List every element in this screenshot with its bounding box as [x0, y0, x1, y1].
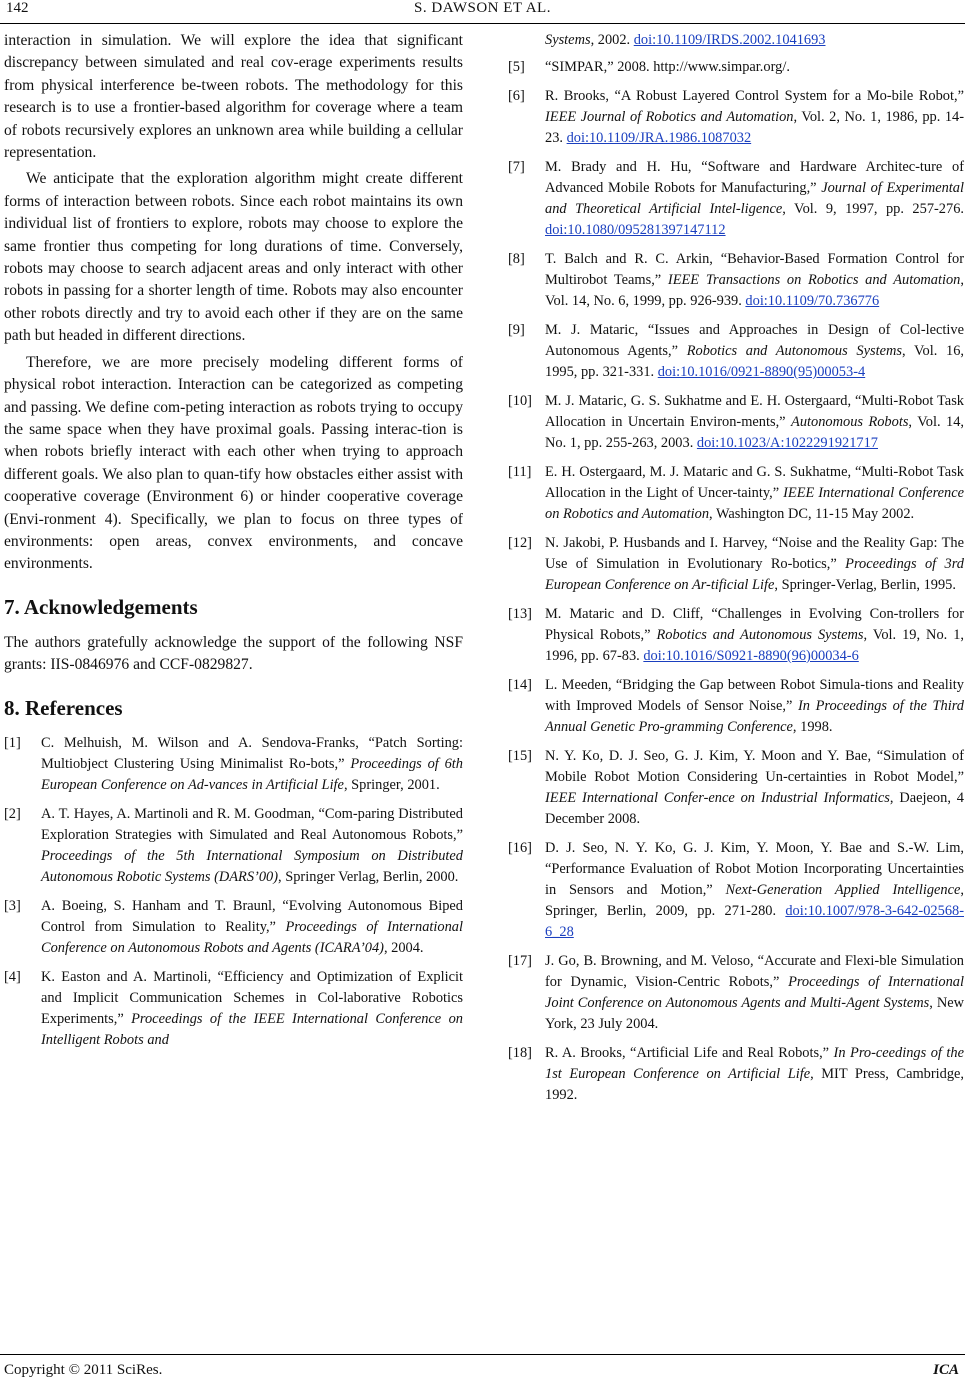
reference-number: [16]: [508, 840, 532, 856]
reference-number: [3]: [4, 897, 21, 914]
reference-number: [8]: [508, 251, 525, 267]
reference-text: T. Balch and R. C. Arkin, “Behavior-Based Formation Control for Multirobot Teams,”: [545, 251, 964, 288]
reference-venue: Proceedings of 3rd European Conference on Ar-tificial Life: [545, 556, 964, 593]
doi-link[interactable]: doi:10.1109/IRDS.2002.1041693: [633, 32, 826, 48]
reference-number: [12]: [508, 535, 532, 551]
reference-number: [18]: [508, 1045, 532, 1061]
reference-number: [6]: [508, 88, 525, 104]
acknowledgements-heading: 7. Acknowledgements: [4, 594, 198, 619]
reference-item: [4, 967, 463, 1051]
reference-text: J. Go, B. Browning, and M. Veloso, “Accurate and Flexi-ble Simulation for Dynamic, Vision-Centric Robots,”: [545, 953, 964, 990]
reference-number: [11]: [508, 464, 532, 480]
reference-venue: Proceedings of International Joint Conference on Autonomous Agents and Multi-Agent Systems: [545, 974, 964, 1011]
reference-item: [508, 838, 964, 943]
reference-item: [508, 157, 964, 241]
reference-item: [508, 249, 964, 312]
reference-details: , Vol. 2, No. 1, 1986, pp. 14-23.: [545, 109, 964, 146]
reference-venue: IEEE Journal of Robotics and Automation: [545, 109, 794, 125]
reference-venue: Robotics and Autonomous Systems: [686, 343, 902, 359]
reference-item: [508, 533, 964, 596]
body-paragraph: interaction in simulation. We will explore the idea that significant discrepancy between simulated and real cov-erage experiments results from physical interference be-tween robots. The methodology for this research is to use a frontier-based algorithm for coverage where a team of robots recursively explores an unknown area while building a cellular representation.: [4, 32, 463, 162]
reference-details: , Daejeon, 4 December 2008.: [545, 790, 964, 827]
reference-text: D. J. Seo, N. Y. Ko, G. J. Kim, Y. Moon, Y. Bae and S.-W. Lim, “Performance Evaluation of Robot Motion Incorporating Uncertainties in Sensors and Motion,”: [545, 840, 964, 898]
reference-item: [4, 804, 463, 888]
reference-details: , Vol. 16, 1995, pp. 321-331.: [545, 343, 964, 380]
reference-text: C. Melhuish, M. Wilson and A. Sendova-Franks, “Patch Sorting: Multiobject Clustering Using Minimalist Ro-bots,”: [41, 734, 463, 772]
reference-details: , New York, 23 July 2004.: [545, 995, 964, 1032]
reference-details: , Vol. 14, No. 1, pp. 255-263, 2003.: [545, 414, 964, 451]
reference-details: , Springer, Berlin, 2009, pp. 271-280.: [545, 882, 965, 919]
doi-link[interactable]: doi:10.1109/70.736776: [745, 293, 880, 309]
reference-item: [508, 57, 964, 78]
footer-rule: [0, 1354, 965, 1355]
reference-details: , Vol. 9, 1997, pp. 257-276.: [782, 201, 964, 217]
body-paragraph: Therefore, we are more precisely modeling different forms of physical robot interaction. Interaction can be categorized as competing and passing. We define com-peting interaction as robots trying to occupy the same space when they have proximal goals. Passing interac-tion is when robots briefly interact with each other when trying to approach different goals. We also plan to quan-tify how obstacles either assist with cooperative coverage (Environment 6) or hinder cooperative coverage (Envi-ronment 4). Specifically, we plan to focus on three types of environments: open areas, convex environments, and concave environments.: [4, 353, 463, 573]
reference-number: [2]: [4, 805, 21, 822]
reference-item: [508, 391, 964, 454]
copyright-notice: Copyright © 2011 SciRes.: [4, 1362, 163, 1378]
doi-link[interactable]: doi:10.1016/0921-8890(95)00053-4: [657, 364, 866, 380]
reference-item: [508, 30, 964, 51]
reference-venue: IEEE International Conference on Robotics and Automation: [545, 485, 964, 522]
reference-venue: IEEE Transactions on Robotics and Automation: [667, 272, 961, 288]
reference-venue: Proceedings of 6th European Conference on Ad-vances in Artificial Life: [41, 755, 463, 793]
reference-venue: Journal of Experimental and Theoretical Artificial Intel-ligence: [545, 180, 964, 217]
reference-details: , Springer Verlag, Berlin, 2000.: [278, 868, 459, 885]
reference-item: [508, 1043, 964, 1106]
reference-number: [4]: [4, 968, 21, 985]
reference-item: [508, 320, 964, 383]
reference-item: [4, 733, 463, 796]
reference-text: M. Brady and H. Hu, “Software and Hardware Architec-ture of Advanced Mobile Robots for Manufacturing,”: [545, 159, 964, 196]
reference-details: , Vol. 19, No. 1, 1996, pp. 67-83.: [545, 627, 964, 664]
reference-venue: Proceedings of the IEEE International Conference on Intelligent Robots and: [41, 1010, 463, 1048]
reference-details: , 2004.: [383, 939, 424, 956]
reference-details: , Vol. 14, No. 6, 1999, pp. 926-939.: [545, 272, 964, 309]
reference-number: [7]: [508, 159, 525, 175]
left-column: [4, 30, 463, 1059]
reference-text: R. Brooks, “A Robust Layered Control System for a Mo-bile Robot,”: [545, 88, 964, 104]
reference-details: , MIT Press, Cambridge, 1992.: [545, 1066, 965, 1103]
reference-item: [508, 604, 964, 667]
body-paragraph: We anticipate that the exploration algorithm might create different forms of interaction between robots. Since each robot maintains its own individual list of frontiers to explore, robots may choose to explore the same frontier thus competing for long durations of time. Conversely, robots may choose to search adjacent areas and only interact with other robots in passing for a shorter length of time. Robots may also encounter other robots directly and try to avoid each other if they are on the same path but headed in different directions.: [4, 170, 463, 345]
reference-venue: IEEE International Confer-ence on Industrial Informatics: [545, 790, 890, 806]
reference-text: K. Easton and A. Martinoli, “Efficiency and Optimization of Explicit and Implicit Communication Schemes in Col-laborative Robotics Experiments,”: [41, 968, 463, 1027]
running-head: S. DAWSON ET AL.: [414, 0, 551, 16]
reference-item: [508, 951, 964, 1035]
reference-item: [508, 462, 964, 525]
reference-item: [4, 896, 463, 959]
reference-venue: Systems: [545, 32, 591, 48]
reference-venue: Autonomous Robots: [791, 414, 909, 430]
reference-venue: Proceedings of International Conference on Autonomous Robots and Agents (ICARA’04): [41, 918, 464, 956]
doi-link[interactable]: doi:10.1109/JRA.1986.1087032: [566, 130, 752, 146]
reference-text: “SIMPAR,” 2008. http://www.simpar.org/.: [545, 59, 790, 75]
reference-number: [13]: [508, 606, 532, 622]
reference-details: , 2002.: [590, 32, 634, 48]
doi-link[interactable]: doi:10.1016/S0921-8890(96)00034-6: [643, 648, 859, 664]
reference-number: [9]: [508, 322, 525, 338]
reference-details: , Washington DC, 11-15 May 2002.: [709, 506, 915, 522]
reference-text: R. A. Brooks, “Artificial Life and Real Robots,”: [545, 1045, 834, 1061]
reference-list-left: [4, 733, 463, 1051]
reference-venue: In Pro-ceedings of the 1st European Conference on Artificial Life: [545, 1045, 964, 1082]
reference-text: A. T. Hayes, A. Martinoli and R. M. Goodman, “Com-paring Distributed Exploration Strategies with Simulated and Real Autonomous Robots,”: [41, 805, 463, 843]
reference-number: [17]: [508, 953, 532, 969]
reference-number: [10]: [508, 393, 532, 409]
reference-venue: In Proceedings of the Third Annual Genetic Pro-gramming Conference: [545, 698, 964, 735]
reference-text: N. Jakobi, P. Husbands and I. Harvey, “Noise and the Reality Gap: The Use of Simulation in Evolutionary Ro-botics,”: [545, 535, 964, 572]
page-number: 142: [6, 0, 29, 16]
doi-link[interactable]: doi:10.1080/095281397147112: [545, 222, 726, 238]
reference-details: , Springer, 2001.: [343, 776, 440, 793]
doi-link[interactable]: doi:10.1023/A:1022291921717: [696, 435, 878, 451]
reference-item: [508, 86, 964, 149]
reference-text: L. Meeden, “Bridging the Gap between Robot Simula-tions and Reality with Improved Models of Sensor Noise,”: [545, 677, 964, 714]
reference-details: , Springer-Verlag, Berlin, 1995.: [774, 577, 956, 593]
reference-number: [1]: [4, 734, 21, 751]
acknowledgements-text: The authors gratefully acknowledge the support of the following NSF grants: IIS-0846976 and CCF-0829827.: [4, 633, 463, 674]
header-rule: [0, 23, 965, 24]
journal-name: ICA: [933, 1362, 959, 1378]
reference-item: [508, 746, 964, 830]
reference-text: A. Boeing, S. Hanham and T. Braunl, “Evolving Autonomous Biped Control from Simulation to Reality,”: [41, 897, 463, 935]
reference-text: M. J. Mataric, G. S. Sukhatme and E. H. Ostergaard, “Multi-Robot Task Allocation in Uncertain Environ-ments,”: [545, 393, 964, 430]
reference-text: E. H. Ostergaard, M. J. Mataric and G. S. Sukhatme, “Multi-Robot Task Allocation in the Light of Uncer-tainty,”: [545, 464, 964, 501]
reference-text: M. Mataric and D. Cliff, “Challenges in Evolving Con-trollers for Physical Robots,”: [545, 606, 964, 643]
reference-details: , 1998.: [792, 719, 833, 735]
reference-number: [15]: [508, 748, 532, 764]
reference-list-right: [508, 30, 964, 1106]
page-footer: [0, 1350, 965, 1386]
reference-text: N. Y. Ko, D. J. Seo, G. J. Kim, Y. Moon and Y. Bae, “Simulation of Mobile Robot Motion Considering Un-certainties in Robot Model,”: [545, 748, 964, 785]
reference-text: M. J. Mataric, “Issues and Approaches in Design of Col-lective Autonomous Agents,”: [545, 322, 964, 359]
page-header: [0, 0, 965, 24]
reference-venue: Proceedings of the 5th International Symposium on Distributed Autonomous Robotic Systems (DARS’00): [41, 847, 463, 885]
references-heading: 8. References: [4, 695, 123, 720]
right-column: [508, 30, 964, 1114]
reference-venue: Next-Generation Applied Intelligence: [725, 882, 961, 898]
reference-venue: Robotics and Autonomous Systems: [656, 627, 864, 643]
doi-link[interactable]: doi:10.1007/978-3-642-02568-6_28: [545, 903, 964, 940]
reference-item: [508, 675, 964, 738]
reference-number: [5]: [508, 59, 525, 75]
reference-number: [14]: [508, 677, 532, 693]
